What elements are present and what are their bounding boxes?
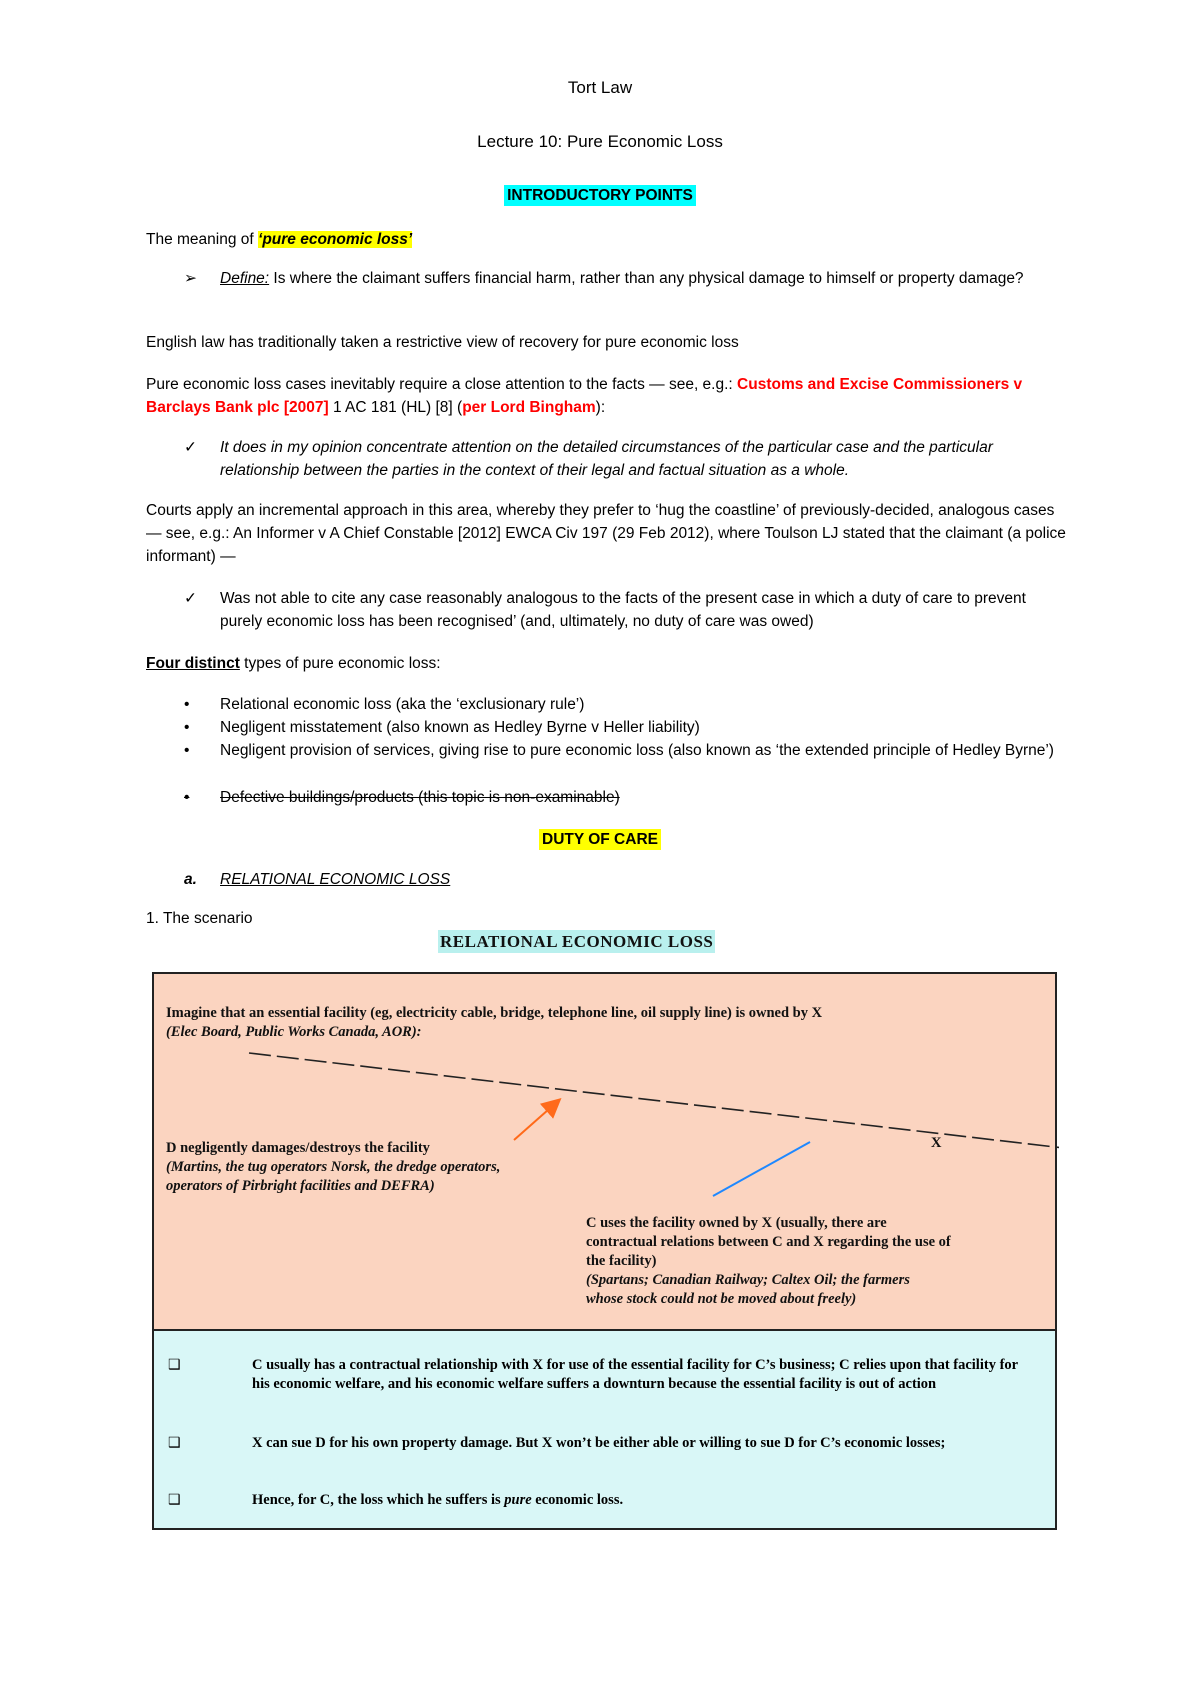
d-line-3: operators of Pirbright facilities and DEFRA) — [166, 1178, 435, 1194]
point-3: Hence, for C, the loss which he suffers is pure economic loss. — [252, 1492, 624, 1508]
checkbox-icon: ❑ — [168, 1493, 181, 1508]
section-title: RELATIONAL ECONOMIC LOSS — [220, 871, 451, 888]
list-item: • Negligent misstatement (also known as Hedley Byrne v Heller liability) — [184, 716, 1064, 739]
c-line-3: the facility) — [586, 1253, 657, 1269]
facts-judge: per Lord Bingham — [462, 399, 596, 416]
list-item: • Negligent provision of services, giving rise to pure economic loss (also known as ‘the extended principle of Hedley Byrne’) — [184, 739, 1064, 762]
c-text — [586, 1214, 1046, 1309]
course-title: Tort Law — [567, 78, 633, 97]
diagram-title: RELATIONAL ECONOMIC LOSS — [440, 932, 714, 951]
c-line-5: whose stock could not be moved about freely) — [586, 1291, 857, 1307]
diagram-points-panel — [154, 1331, 1055, 1528]
facility-line-2: (Elec Board, Public Works Canada, AOR): — [166, 1024, 422, 1040]
lecture-title: Lecture 10: Pure Economic Loss — [477, 132, 723, 151]
dot-bullet-icon: • — [184, 789, 190, 806]
point-1: C usually has a contractual relationship with X for use of the essential facility for C’s business; C relies upon that facility for his economic welfare, and his economic welfare suffers a downturn because the essential facility is out of action — [252, 1357, 1018, 1392]
c-line-4: (Spartans; Canadian Railway; Caltex Oil; the farmers — [586, 1272, 910, 1288]
section-letter: a. — [184, 871, 197, 888]
facts-paragraph — [146, 373, 1066, 419]
d-text — [166, 1139, 626, 1196]
types-lead: Four distinct — [146, 655, 240, 672]
arrow-bullet-icon: ➢ — [184, 270, 197, 287]
scenario-label: 1. The scenario — [146, 910, 253, 927]
list-item — [168, 1491, 1035, 1510]
dot-bullet-icon: • — [184, 742, 190, 759]
list-item — [168, 1434, 1035, 1453]
diagram-scenario-panel — [154, 974, 1055, 1331]
check-bullet-icon: ✓ — [184, 439, 197, 456]
c-line-1: C uses the facility owned by X (usually, there are — [586, 1215, 887, 1231]
incremental-paragraph: Courts apply an incremental approach in this area, whereby they prefer to ‘hug the coastline’ of previously-decided, analogous cases — see, e.g.: An Informer v A Chief Constable [2012] EWCA Civ 197 (29 Feb 2012), where Toulson LJ stated that the claimant (a police informant) — — [146, 502, 1066, 565]
dot-bullet-icon: • — [184, 696, 190, 713]
damage-arrow — [514, 1102, 557, 1140]
define-text: Is where the claimant suffers financial harm, rather than any physical damage to himself or property damage? — [269, 270, 1024, 287]
duty-heading: DUTY OF CARE — [539, 829, 661, 850]
list-item: • Relational economic loss (aka the ‘exclusionary rule’) — [184, 693, 1064, 716]
restrictive-paragraph: English law has traditionally taken a restrictive view of recovery for pure economic loss — [146, 334, 739, 351]
bingham-quote: It does in my opinion concentrate attention on the detailed circumstances of the particular case and the particular relationship between the parties in the context of their legal and factual situation as a whole. — [220, 439, 993, 479]
facts-suffix: ): — [595, 399, 606, 416]
d-line-2: (Martins, the tug operators Norsk, the dredge operators, — [166, 1159, 501, 1175]
toulson-quote-item — [184, 587, 1064, 633]
meaning-prefix: The meaning of — [146, 231, 259, 248]
c-usage-line — [713, 1142, 810, 1196]
point-2: X can sue D for his own property damage. But X won’t be either able or willing to sue D for C’s economic losses; — [252, 1435, 946, 1451]
types-paragraph — [146, 652, 1066, 675]
section-heading — [184, 868, 450, 891]
facts-citation: 1 AC 181 (HL) [8] ( — [328, 399, 463, 416]
c-line-2: contractual relations between C and X regarding the use of — [586, 1234, 951, 1250]
types-rest: types of pure economic loss: — [239, 655, 441, 672]
checkbox-icon: ❑ — [168, 1436, 181, 1451]
meaning-term: ‘pure economic loss’ — [258, 231, 413, 248]
facility-line-1: Imagine that an essential facility (eg, electricity cable, bridge, telephone line, oil supply line) is owned by X — [166, 1005, 823, 1021]
bingham-quote-item — [184, 436, 1064, 482]
list-item — [168, 1356, 1035, 1394]
intro-heading: INTRODUCTORY POINTS — [504, 185, 696, 206]
facts-case: Customs and Excise Commissioners v Barclays Bank plc [2007] — [146, 376, 1023, 416]
toulson-quote: Was not able to cite any case reasonably analogous to the facts of the present case in which a duty of care to prevent purely economic loss has been recognised’ (and, ultimately, no duty of care was owed) — [220, 590, 1026, 630]
duty-heading-wrap — [0, 828, 1200, 851]
define-item — [184, 267, 1064, 290]
check-bullet-icon: ✓ — [184, 590, 197, 607]
x-label: X — [931, 1135, 942, 1151]
dot-bullet-icon: • — [184, 719, 190, 736]
intro-heading-wrap — [0, 184, 1200, 207]
facts-prefix: Pure economic loss cases inevitably require a close attention to the facts — see, e.g.: — [146, 376, 738, 393]
meaning-paragraph — [146, 228, 1066, 251]
relational-loss-diagram — [152, 972, 1057, 1530]
d-line-1: D negligently damages/destroys the facility — [166, 1140, 430, 1156]
define-label: Define: — [220, 270, 270, 287]
list-item-struck: • Defective buildings/products (this topic is non-examinable) — [184, 786, 1064, 809]
checkbox-icon: ❑ — [168, 1358, 181, 1373]
